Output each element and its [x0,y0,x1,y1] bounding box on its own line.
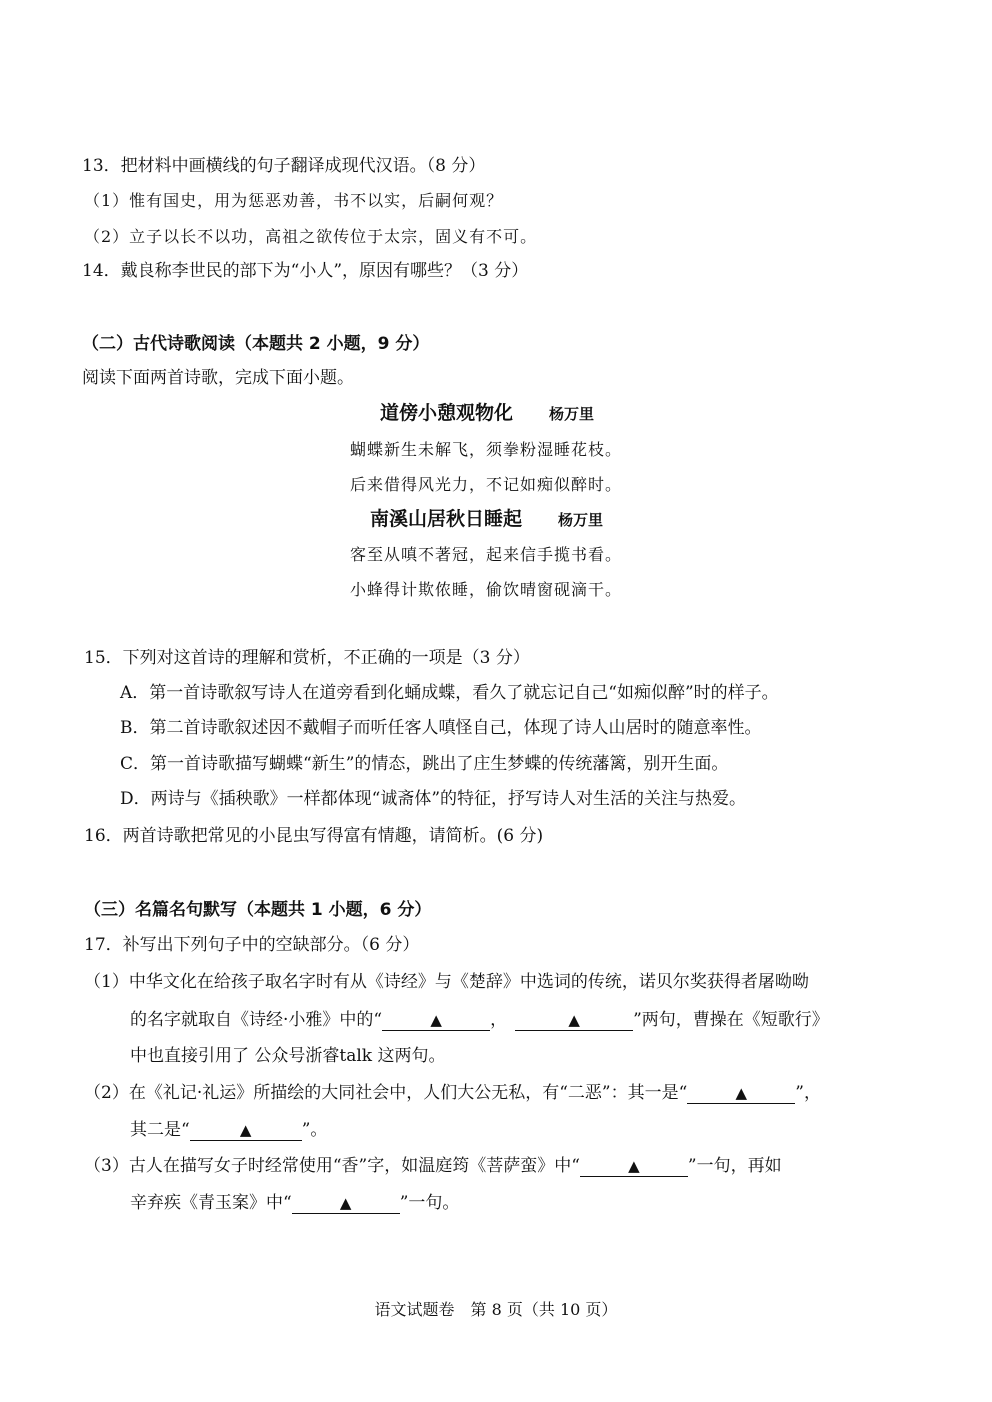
q17-item-2-text-a: （2）在《礼记·礼运》所描绘的大同社会中，人们大公无私，有“二恶”：其一是“ [84,1083,688,1103]
answer-blank-1[interactable]: ▲ [382,1010,490,1031]
answer-blank-2[interactable]: ▲ [515,1010,633,1031]
section3-heading: （三）名篇名句默写（本题共 1 小题，6 分） [84,900,432,920]
poem1-line-2: 后来借得风光力，不记如痴似醉时。 [350,475,623,494]
q15-option-a: A．第一首诗歌叙写诗人在道旁看到化蛹成蝶，看久了就忘记自己“如痴似醉”时的样子。 [120,683,779,703]
q17-item-2-line-2 [130,1118,327,1142]
q15-option-d: D．两诗与《插秧歌》一样都体现“诚斋体”的特征，抒写诗人对生活的关注与热爱。 [120,789,747,809]
q17-item-2-line-1 [84,1081,821,1105]
q17-item-3-text-b: ”一句，再如 [687,1156,782,1176]
poem1-header [380,401,594,426]
poem1-line-1: 蝴蝶新生未解飞，须拳粉湿睡花枝。 [350,440,623,459]
q17-item-1-separator: ， [490,1010,508,1030]
q15-stem: 15．下列对这首诗的理解和赏析，不正确的一项是（3 分） [84,648,530,668]
q17-item-1-line-1: （1）中华文化在给孩子取名字时有从《诗经》与《楚辞》中选词的传统，诺贝尔奖获得者屠呦呦 [84,972,809,992]
q17-item-3-line-1 [84,1154,782,1178]
q17-item-3-text-a: （3）古人在描写女子时经常使用“香”字，如温庭筠《菩萨蛮》中“ [84,1156,580,1176]
poem2-header [370,507,603,532]
answer-blank-6[interactable]: ▲ [292,1193,400,1214]
q17-item-1-text-b: ”两句，曹操在《短歌行》 [633,1010,829,1030]
q16-stem: 16．两首诗歌把常见的小昆虫写得富有情趣，请简析。(6 分) [84,826,544,846]
q13-stem: 13．把材料中画横线的句子翻译成现代汉语。（8 分） [82,156,486,176]
q17-item-3-text-c: 辛弃疾《青玉案》中“ [130,1193,292,1213]
answer-blank-5[interactable]: ▲ [580,1156,688,1177]
section2-heading: （二）古代诗歌阅读（本题共 2 小题，9 分） [82,334,430,354]
q17-item-3-line-2 [130,1191,459,1215]
poem2-line-2: 小蜂得计欺侬睡，偷饮晴窗砚滴干。 [350,580,623,599]
q14-stem: 14．戴良称李世民的部下为“小人”，原因有哪些？（3 分） [82,261,529,281]
q15-option-b: B．第二首诗歌叙述因不戴帽子而听任客人嗔怪自己，体现了诗人山居时的随意率性。 [120,718,762,738]
q17-item-1-line-3: 中也直接引用了 公众号浙睿talk 这两句。 [130,1046,446,1066]
poem1-title: 道傍小憩观物化 [380,402,514,424]
q13-item-2: （2）立子以长不以功，高祖之欲传位于太宗，固义有不可。 [84,227,538,246]
q17-stem: 17．补写出下列句子中的空缺部分。（6 分） [84,935,420,955]
q13-item-1: （1）惟有国史，用为惩恶劝善，书不以实，后嗣何观？ [84,191,504,210]
poem2-author: 杨万里 [558,511,604,529]
poem1-author: 杨万里 [549,405,595,423]
q17-item-1-line-2 [130,1008,829,1032]
page-footer: 语文试题卷 第 8 页（共 10 页） [374,1300,618,1319]
q17-item-2-text-d: ”。 [301,1120,328,1140]
section2-intro: 阅读下面两首诗歌，完成下面小题。 [82,368,354,388]
q17-item-3-text-d: ”一句。 [399,1193,460,1213]
q15-option-c: C．第一首诗歌描写蝴蝶“新生”的情态，跳出了庄生梦蝶的传统藩篱，别开生面。 [120,754,729,774]
q17-item-2-text-c: 其二是“ [130,1120,190,1140]
q17-item-2-text-b: ”， [795,1083,821,1103]
answer-blank-3[interactable]: ▲ [687,1083,795,1104]
poem2-title: 南溪山居秋日睡起 [370,508,523,530]
q17-item-1-text-a: 的名字就取自《诗经·小雅》中的“ [130,1010,383,1030]
answer-blank-4[interactable]: ▲ [190,1120,302,1141]
poem2-line-1: 客至从嗔不著冠，起来信手揽书看。 [350,545,623,564]
